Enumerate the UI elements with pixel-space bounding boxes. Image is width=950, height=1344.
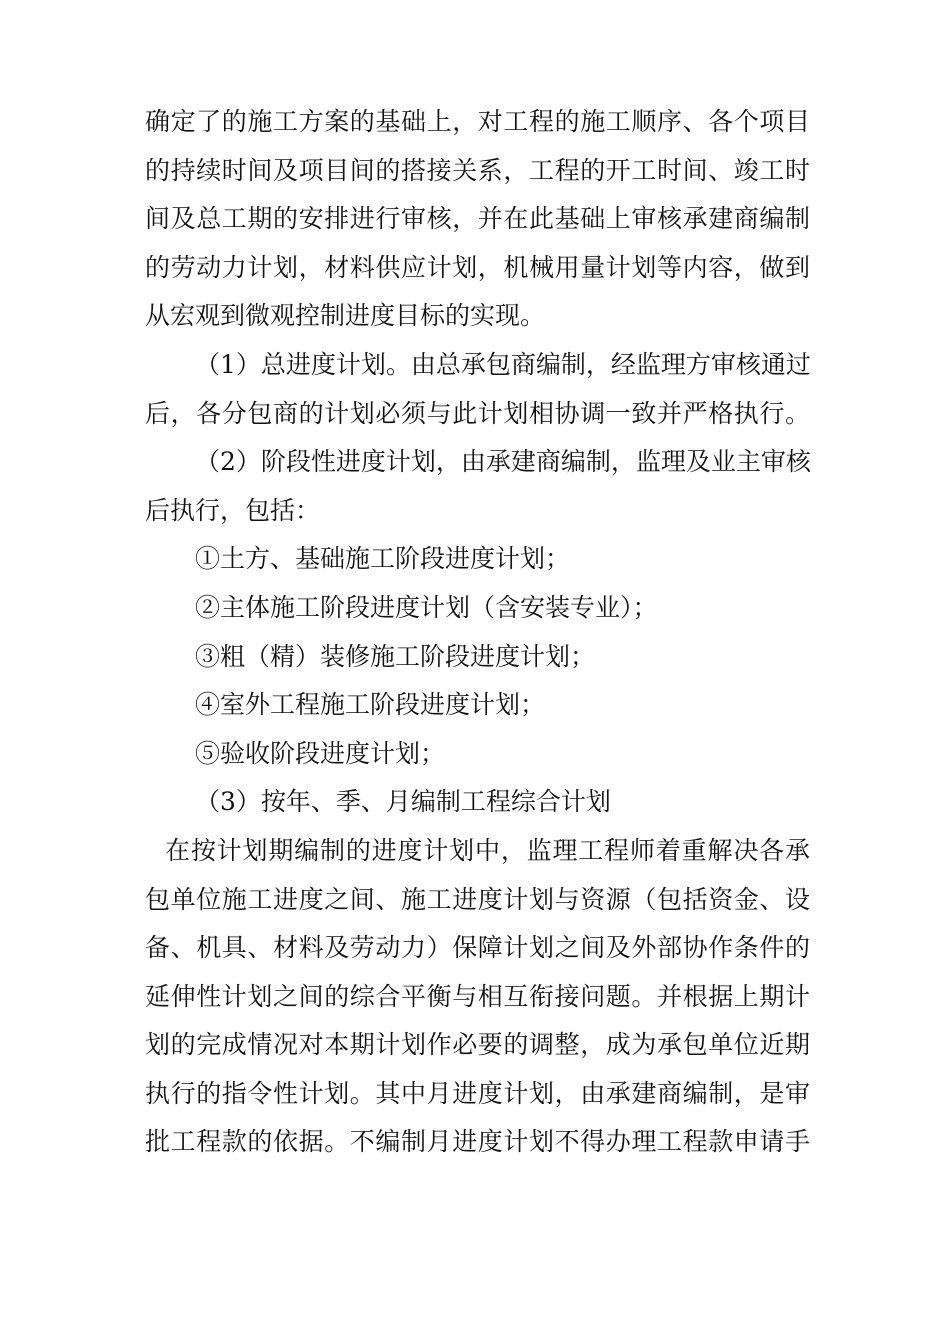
body-line: 的劳动力计划，材料供应计划，机械用量计划等内容，做到 [145, 252, 810, 282]
body-line: 间及总工期的安排进行审核，并在此基础上审核承建商编制 [145, 204, 810, 234]
body-line: 确定了的施工方案的基础上，对工程的施工顺序、各个项目 [145, 107, 810, 136]
body-line: 从宏观到微观控制进度目标的实现。 [145, 301, 546, 331]
body-line: 后，各分包商的计划必须与此计划相协调一致并严格执行。 [145, 398, 810, 428]
body-line: 包单位施工进度之间、施工进度计划与资源（包括资金、设 [145, 884, 810, 914]
sub-item-main-structure: ②主体施工阶段进度计划（含安装专业）； [195, 592, 658, 622]
sub-item-outdoor: ④室外工程施工阶段进度计划； [195, 690, 546, 720]
body-line: 延伸性计划之间的综合平衡与相互衔接问题。并根据上期计 [145, 981, 810, 1011]
sub-item-decoration: ③粗（精）装修施工阶段进度计划； [195, 641, 596, 671]
list-item-comprehensive-plan: （3）按年、季、月编制工程综合计划 [195, 787, 611, 817]
sub-item-earthwork: ①土方、基础施工阶段进度计划； [195, 544, 571, 574]
list-item-phase-schedule: （2）阶段性进度计划，由承建商编制，监理及业主审核 [195, 447, 811, 477]
list-item-total-schedule: （1）总进度计划。由总承包商编制，经监理方审核通过 [195, 349, 811, 379]
body-line: 后执行，包括： [145, 495, 321, 525]
document-page [145, 98, 810, 1167]
paragraph-start: 在按计划期编制的进度计划中，监理工程师着重解决各承 [165, 835, 810, 865]
body-line: 批工程款的依据。不编制月进度计划不得办理工程款申请手 [145, 1127, 810, 1157]
sub-item-acceptance: ⑤验收阶段进度计划； [195, 738, 446, 768]
body-line: 划的完成情况对本期计划作必要的调整，成为承包单位近期 [145, 1030, 810, 1060]
body-line: 备、机具、材料及劳动力）保障计划之间及外部协作条件的 [145, 933, 810, 963]
body-line: 执行的指令性计划。其中月进度计划，由承建商编制，是审 [145, 1078, 810, 1108]
body-line: 的持续时间及项目间的搭接关系，工程的开工时间、竣工时 [145, 155, 810, 185]
